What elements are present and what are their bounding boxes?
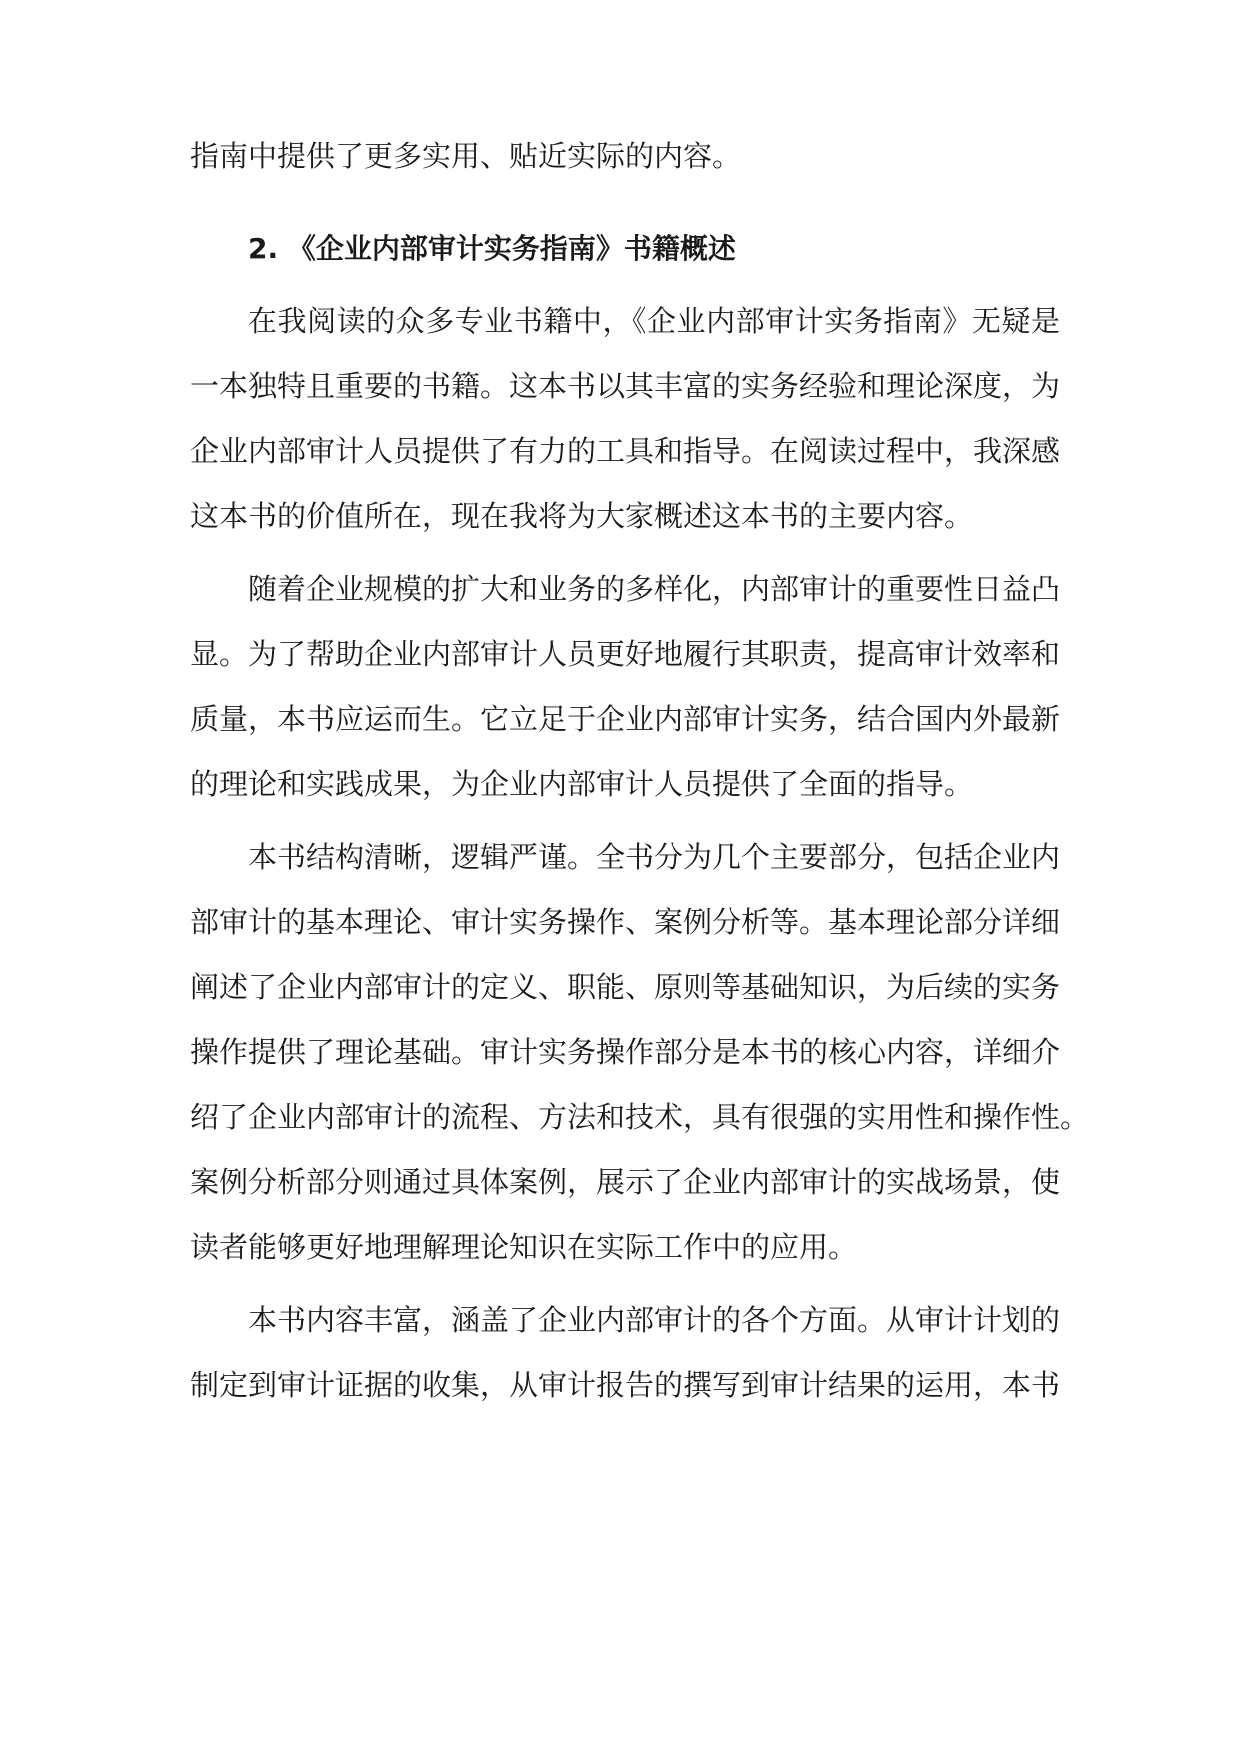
continuation-line: 指南中提供了更多实用、贴近实际的内容。	[190, 139, 742, 173]
paragraph-line: 绍了企业内部审计的流程、方法和技术，具有很强的实用性和操作性。	[190, 1100, 1090, 1134]
paragraph-line: 本书结构清晰，逻辑严谨。全书分为几个主要部分，包括企业内	[248, 840, 1061, 874]
paragraph-line: 在我阅读的众多专业书籍中，《企业内部审计实务指南》无疑是	[248, 304, 1060, 338]
paragraph-line: 的理论和实践成果，为企业内部审计人员提供了全面的指导。	[190, 767, 974, 801]
paragraph-line: 读者能够更好地理解理论知识在实际工作中的应用。	[190, 1230, 858, 1264]
paragraph-line: 质量，本书应运而生。它立足于企业内部审计实务，结合国内外最新	[190, 702, 1061, 736]
paragraph-line: 显。为了帮助企业内部审计人员更好地履行其职责，提高审计效率和	[190, 637, 1061, 671]
paragraph-line: 本书内容丰富，涵盖了企业内部审计的各个方面。从审计计划的	[248, 1303, 1061, 1337]
paragraph-line: 案例分析部分则通过具体案例，展示了企业内部审计的实战场景，使	[190, 1165, 1061, 1199]
paragraph-line: 一本独特且重要的书籍。这本书以其丰富的实务经验和理论深度，为	[190, 369, 1061, 403]
paragraph-line: 随着企业规模的扩大和业务的多样化，内部审计的重要性日益凸	[248, 572, 1061, 606]
section-heading: 2. 《企业内部审计实务指南》书籍概述	[248, 232, 736, 265]
paragraph-line: 阐述了企业内部审计的定义、职能、原则等基础知识，为后续的实务	[190, 970, 1061, 1004]
paragraph-line: 企业内部审计人员提供了有力的工具和指导。在阅读过程中，我深感	[190, 434, 1061, 468]
paragraph-line: 部审计的基本理论、审计实务操作、案例分析等。基本理论部分详细	[190, 905, 1061, 939]
paragraph-line: 制定到审计证据的收集，从审计报告的撰写到审计结果的运用，本书	[190, 1368, 1061, 1402]
paragraph-line: 操作提供了理论基础。审计实务操作部分是本书的核心内容，详细介	[190, 1035, 1061, 1069]
paragraph-line: 这本书的价值所在，现在我将为大家概述这本书的主要内容。	[190, 499, 974, 533]
